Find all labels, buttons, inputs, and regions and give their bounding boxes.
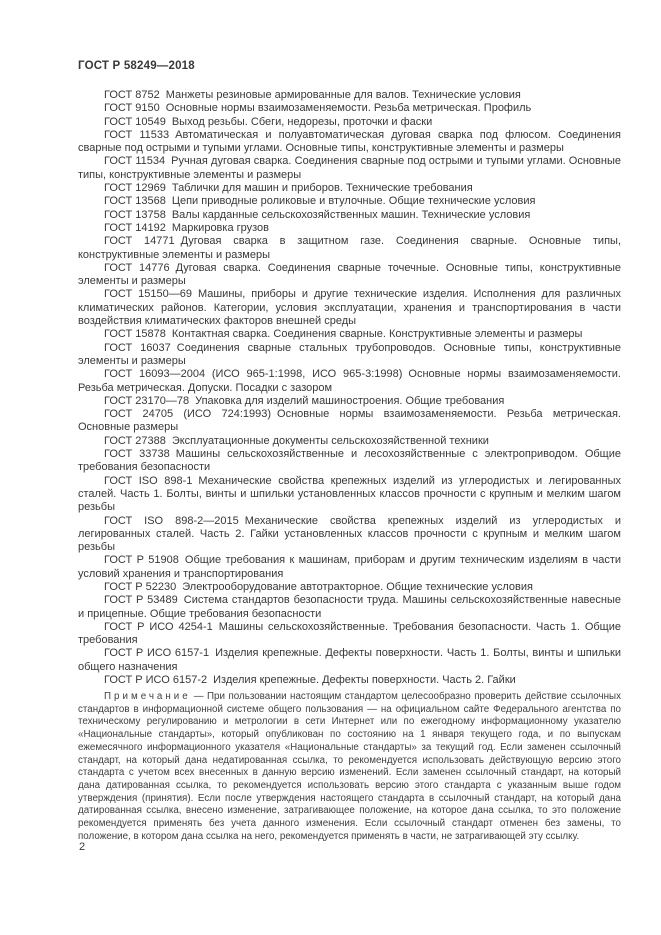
reference-code: ГОСТ 15150—69 bbox=[104, 288, 192, 301]
reference-title: Валы карданные сельскохозяйственных машин. Технические условия bbox=[171, 208, 531, 221]
reference-title: Изделия крепежные. Дефекты поверхности. Часть 1. Болты, винты и шпильки общего назначения bbox=[78, 647, 621, 673]
reference-code: ГОСТ 14776 bbox=[104, 261, 170, 274]
reference-item bbox=[78, 89, 621, 102]
reference-item bbox=[78, 155, 621, 182]
reference-title: Выход резьбы. Сбеги, недорезы, проточки и фаски bbox=[171, 115, 433, 128]
reference-item bbox=[78, 621, 621, 648]
reference-code: ГОСТ 24705 (ИСО 724:1993) bbox=[104, 408, 272, 421]
reference-item bbox=[78, 262, 621, 289]
reference-code: ГОСТ Р ИСО 4254-1 bbox=[104, 620, 213, 633]
reference-title: Упаковка для изделий машиностроения. Общие требования bbox=[195, 394, 505, 407]
reference-item bbox=[78, 129, 621, 156]
reference-code: ГОСТ 10549 bbox=[104, 115, 166, 128]
reference-title: Эксплуатационные документы сельскохозяйственной техники bbox=[171, 434, 489, 447]
reference-code: ГОСТ ISO 898-2—2015 bbox=[104, 514, 239, 527]
note-label: Примечание bbox=[104, 691, 191, 702]
reference-code: ГОСТ 14771 bbox=[104, 235, 175, 248]
reference-item bbox=[78, 102, 621, 115]
reference-title: Контактная сварка. Соединения сварные. Конструктивные элементы и размеры bbox=[171, 328, 583, 341]
page-number: 2 bbox=[79, 841, 86, 853]
reference-title: Электрооборудование автотракторное. Общие технические условия bbox=[182, 580, 533, 593]
reference-code: ГОСТ ISO 898-1 bbox=[104, 474, 193, 487]
reference-title: Машины, приборы и другие технические изделия. Исполнения для различных климатических районов. Категории, условия эксплуатации, хранения и транспортирования в части воздействия климатических факторов внешней среды bbox=[78, 288, 622, 328]
reference-item bbox=[78, 674, 621, 687]
reference-item bbox=[78, 594, 621, 621]
reference-item bbox=[78, 182, 621, 195]
reference-title: Таблички для машин и приборов. Технические требования bbox=[171, 182, 473, 195]
note-paragraph bbox=[78, 691, 621, 843]
references-list bbox=[78, 89, 621, 687]
reference-item bbox=[78, 235, 621, 262]
reference-title: Манжеты резиновые армированные для валов. Технические условия bbox=[165, 89, 521, 101]
reference-title: Общие требования к машинам, приборам и другим техническим изделиям в части условий хранения и транспортирования bbox=[78, 554, 622, 580]
reference-code: ГОСТ 9150 bbox=[104, 102, 160, 115]
reference-item bbox=[78, 448, 621, 475]
reference-code: ГОСТ 13568 bbox=[104, 195, 166, 208]
reference-item bbox=[78, 116, 621, 129]
reference-item bbox=[78, 581, 621, 594]
reference-item bbox=[78, 435, 621, 448]
page-header: ГОСТ Р 58249—2018 bbox=[78, 60, 195, 72]
reference-code: ГОСТ Р 51908 bbox=[104, 554, 179, 567]
reference-title: Дуговая сварка в защитном газе. Соединения сварные. Основные типы, конструктивные элементы и размеры bbox=[78, 235, 621, 261]
reference-item bbox=[78, 328, 621, 341]
reference-code: ГОСТ 33738 bbox=[104, 448, 170, 461]
note-text: — При пользовании настоящим стандартом целесообразно проверить действие ссылочных стандартов в информационной системе общего пользования — на официальном сайте Федерального агентства по техническому регулированию и метрологии в сети Интернет или по ежегодному информационному указателю «Национальные стандарты», который опубликован по состоянию на 1 января текущего года, и по выпускам ежемесячного информационного указателя «Национальные стандарты» за текущий год. Если заменен ссылочный стандарт, на который дана недатированная ссылка, то рекомендуется использовать действующую версию этого стандарта с учетом всех внесенных в данную версию изменений. Если заменен ссылочный стандарт, на который дана датированная ссылка, то рекомендуется использовать версию этого стандарта с указанным выше годом утверждения (принятия). Если после утверждения настоящего стандарта в ссылочный стандарт, на который дана датированная ссылка, внесено изменение, затрагивающее положение, на которое дана ссылка, то это положение рекомендуется применять без учета данного изменения. Если ссылочный стандарт отменен без замены, то положение, в котором дана ссылка на него, рекомендуется применять в части, не затрагивающей эту ссылку. bbox=[78, 691, 621, 842]
reference-title: Основные нормы взаимозаменяемости. Резьба метрическая. Основные размеры bbox=[78, 408, 621, 434]
reference-title: Система стандартов безопасности труда. Машины сельскохозяйственные навесные и прицепные. Общие требования безопасности bbox=[78, 594, 621, 620]
reference-item bbox=[78, 368, 621, 395]
reference-code: ГОСТ Р 53489 bbox=[104, 594, 178, 607]
reference-title: Соединения сварные стальных трубопроводов. Основные типы, конструктивные элементы и размеры bbox=[78, 341, 622, 367]
reference-title: Ручная дуговая сварка. Соединения сварные под острыми и тупыми углами. Основные типы, конструктивные элементы и размеры bbox=[78, 155, 621, 181]
reference-code: ГОСТ 8752 bbox=[104, 89, 160, 101]
reference-item bbox=[78, 647, 621, 674]
reference-code: ГОСТ 11534 bbox=[104, 155, 166, 168]
reference-title: Автоматическая и полуавтоматическая дуговая сварка под флюсом. Соединения сварные под острыми и тупыми углами. Основные типы, конструктивные элементы и размеры bbox=[78, 128, 621, 155]
reference-title: Машины сельскохозяйственные и лесохозяйственные с электроприводом. Общие требования безопасности bbox=[78, 448, 621, 474]
reference-code: ГОСТ 11533 bbox=[104, 128, 170, 141]
reference-code: ГОСТ 27388 bbox=[104, 434, 166, 447]
reference-title: Основные нормы взаимозаменяемости. Резьба метрическая. Допуски. Посадки с зазором bbox=[78, 368, 621, 394]
reference-title: Изделия крепежные. Дефекты поверхности. Часть 2. Гайки bbox=[213, 674, 516, 687]
reference-title: Дуговая сварка. Соединения сварные точечные. Основные типы, конструктивные элементы и размеры bbox=[78, 261, 621, 288]
reference-code: ГОСТ Р 52230 bbox=[104, 580, 177, 593]
reference-title: Механические свойства крепежных изделий из углеродистых и легированных сталей. Часть 1. Болты, винты и шпильки установленных классов прочности с крупным и мелким шагом резьбы bbox=[78, 474, 621, 514]
reference-code: ГОСТ 16037 bbox=[104, 341, 171, 354]
reference-item bbox=[78, 475, 621, 515]
reference-item bbox=[78, 408, 621, 435]
reference-item bbox=[78, 515, 621, 555]
reference-code: ГОСТ 13758 bbox=[104, 208, 166, 221]
reference-code: ГОСТ 14192 bbox=[104, 221, 166, 234]
reference-item bbox=[78, 195, 621, 208]
reference-code: ГОСТ 12969 bbox=[104, 182, 166, 195]
reference-item bbox=[78, 288, 621, 328]
reference-title: Маркировка грузов bbox=[171, 221, 270, 234]
reference-item bbox=[78, 222, 621, 235]
reference-title: Основные нормы взаимозаменяемости. Резьба метрическая. Профиль bbox=[165, 102, 532, 115]
reference-code: ГОСТ 15878 bbox=[104, 328, 166, 341]
reference-title: Машины сельскохозяйственные. Требования безопасности. Часть 1. Общие требования bbox=[78, 620, 621, 647]
reference-code: ГОСТ Р ИСО 6157-2 bbox=[104, 674, 208, 687]
reference-title: Цепи приводные роликовые и втулочные. Общие технические условия bbox=[171, 195, 536, 208]
reference-code: ГОСТ Р ИСО 6157-1 bbox=[104, 647, 210, 660]
reference-item bbox=[78, 209, 621, 222]
reference-title: Механические свойства крепежных изделий из углеродистых и легированных сталей. Часть 2. Гайки установленных классов прочности с крупным и мелким шагом резьбы bbox=[78, 514, 621, 554]
reference-item bbox=[78, 395, 621, 408]
reference-item bbox=[78, 554, 621, 581]
reference-item bbox=[78, 342, 621, 369]
reference-code: ГОСТ 23170—78 bbox=[104, 394, 190, 407]
reference-code: ГОСТ 16093—2004 (ИСО 965-1:1998, ИСО 965-3:1998) bbox=[104, 368, 403, 381]
